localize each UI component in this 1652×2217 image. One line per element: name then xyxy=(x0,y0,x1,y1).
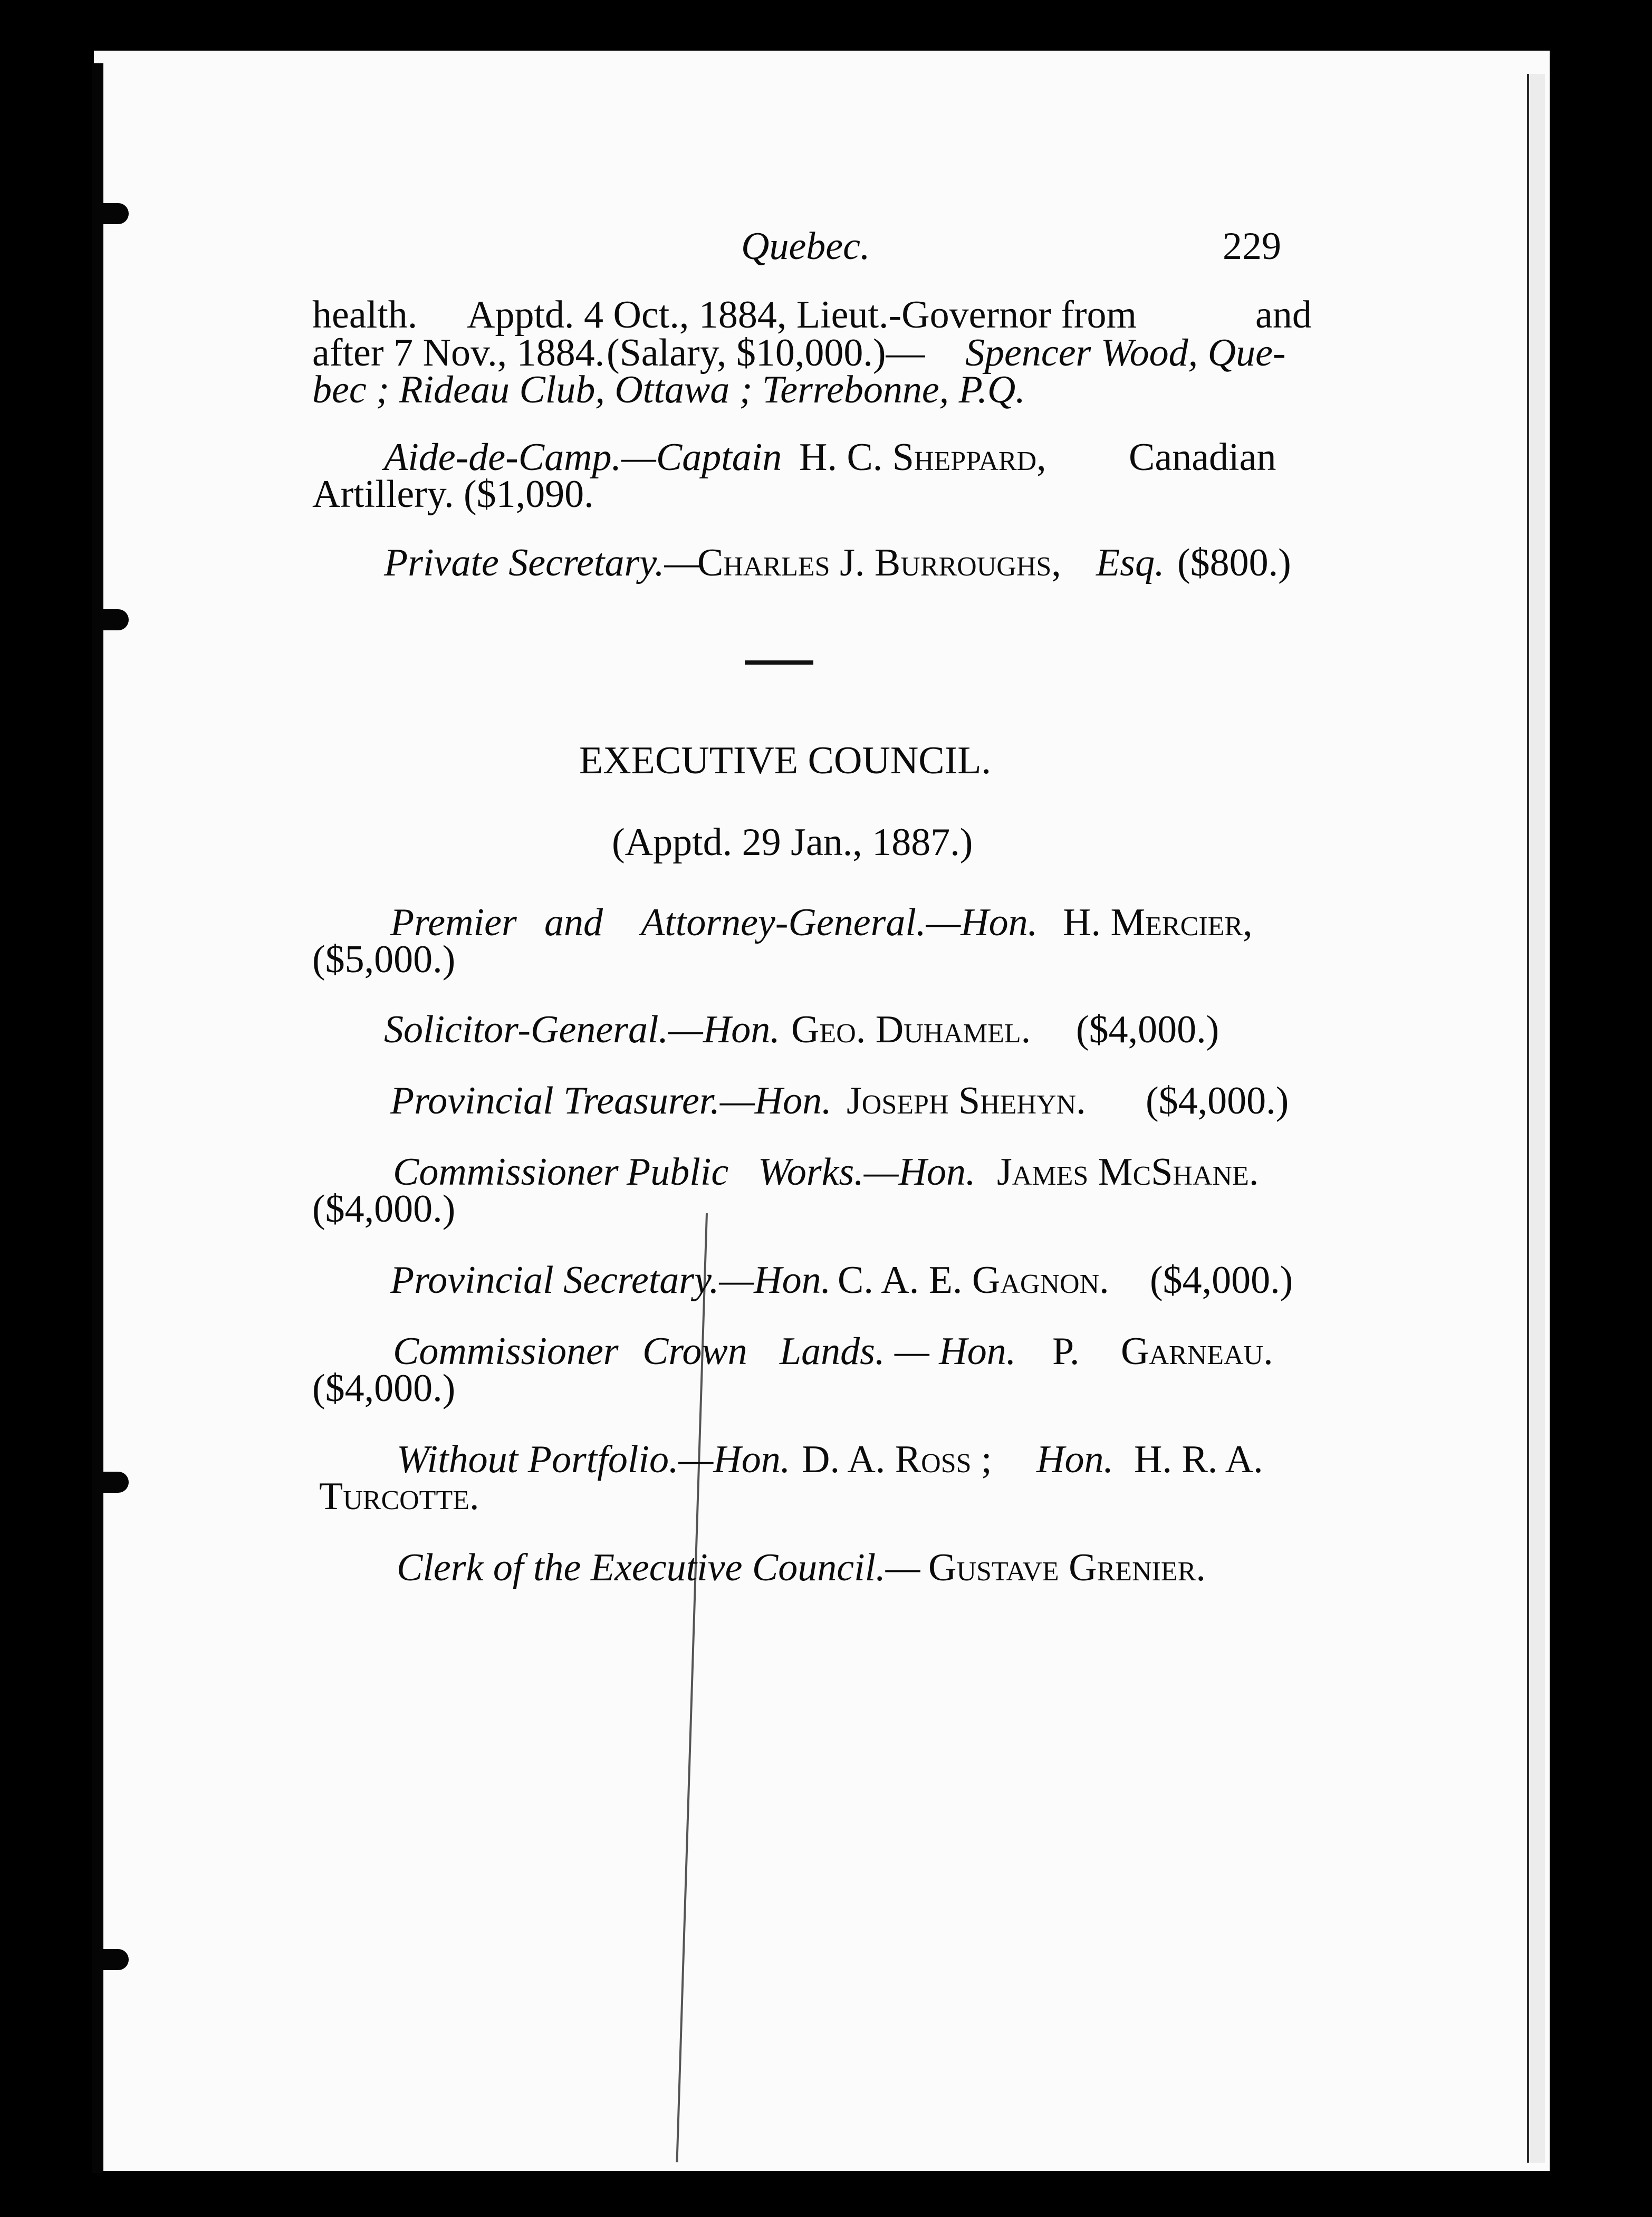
crown-lands-role: Commissioner xyxy=(393,1330,619,1373)
crown-lands-role2: Crown xyxy=(642,1330,747,1373)
governor-line1-mid: Apptd. 4 Oct., 1884, Lieut.-Governor from xyxy=(467,293,1137,337)
treasurer-role: Provincial Treasurer.—Hon. xyxy=(390,1079,832,1122)
portfolio-role: Without Portfolio.—Hon. xyxy=(397,1438,791,1481)
binding-tab xyxy=(98,1949,129,1970)
clerk-name: Gustave Grenier. xyxy=(928,1546,1206,1589)
secretary-salary: ($4,000.) xyxy=(1150,1259,1293,1302)
solicitor-name: Geo. Duhamel. xyxy=(791,1008,1031,1051)
private-secretary-title: Esq. xyxy=(1096,541,1165,584)
binding-tab xyxy=(98,1472,129,1493)
premier-role2: Attorney-General.—Hon. xyxy=(641,901,1038,944)
public-works-role: Commissioner xyxy=(393,1150,619,1194)
crown-lands-initial: P. xyxy=(1052,1330,1080,1373)
premier-salary: ($5,000.) xyxy=(312,938,456,981)
binding-tab xyxy=(98,203,129,224)
governor-line2-salary: (Salary, $10,000.)— xyxy=(607,331,925,375)
section-heading: EXECUTIVE COUNCIL. xyxy=(579,739,992,782)
governor-line3: bec ; Rideau Club, Ottawa ; Terrebonne, P.Q. xyxy=(312,368,1025,411)
binding-edge xyxy=(92,63,103,2173)
premier-role: Premier xyxy=(390,901,517,944)
aide-unit: Canadian xyxy=(1129,436,1276,479)
portfolio-hon: Hon. xyxy=(1036,1438,1113,1481)
secretary-role: Provincial Secretary.—Hon. xyxy=(390,1259,831,1302)
aide-line2: Artillery. ($1,090. xyxy=(312,473,594,516)
private-secretary-role: Private Secretary.— xyxy=(384,541,699,584)
premier-and: and xyxy=(544,901,603,944)
private-secretary-name: Charles J. Burroughs, xyxy=(697,541,1061,584)
secretary-name: C. A. E. Gagnon. xyxy=(838,1259,1109,1302)
portfolio-name: D. A. Ross ; xyxy=(802,1438,992,1481)
premier-name: H. Mercier, xyxy=(1063,901,1253,944)
treasurer-salary: ($4,000.) xyxy=(1146,1079,1289,1122)
governor-line2-start: after 7 Nov., 1884. xyxy=(312,331,605,375)
governor-line2-residence: Spencer Wood, Que- xyxy=(965,331,1286,375)
portfolio-name2: H. R. A. xyxy=(1134,1438,1263,1481)
running-title: Quebec. xyxy=(741,225,870,268)
solicitor-role: Solicitor-General.—Hon. xyxy=(384,1008,780,1051)
crown-lands-salary: ($4,000.) xyxy=(312,1367,456,1410)
solicitor-salary: ($4,000.) xyxy=(1076,1008,1219,1051)
public-works-role3: Works.—Hon. xyxy=(758,1150,976,1194)
treasurer-name: Joseph Shehyn. xyxy=(847,1079,1086,1122)
crown-lands-role3: Lands. — Hon. xyxy=(780,1330,1016,1373)
binding-tab xyxy=(98,609,129,630)
aide-role: Aide-de-Camp.—Captain xyxy=(384,436,782,479)
clerk-role: Clerk of the Executive Council.— xyxy=(397,1546,920,1589)
page-edge xyxy=(1527,74,1545,2163)
portfolio-name3: Turcotte. xyxy=(319,1475,479,1518)
crown-lands-name: Garneau. xyxy=(1121,1330,1273,1373)
public-works-name: James McShane. xyxy=(997,1150,1259,1194)
private-secretary-salary: ($800.) xyxy=(1177,541,1291,584)
section-rule xyxy=(745,660,813,665)
appointment-date: (Apptd. 29 Jan., 1887.) xyxy=(612,821,973,864)
governor-line1-start: health. xyxy=(312,293,418,337)
page-number: 229 xyxy=(1223,225,1281,268)
governor-line1-end: and xyxy=(1255,293,1312,337)
public-works-salary: ($4,000.) xyxy=(312,1187,456,1231)
aide-name: H. C. Sheppard, xyxy=(799,436,1046,479)
public-works-role2: Public xyxy=(627,1150,729,1194)
